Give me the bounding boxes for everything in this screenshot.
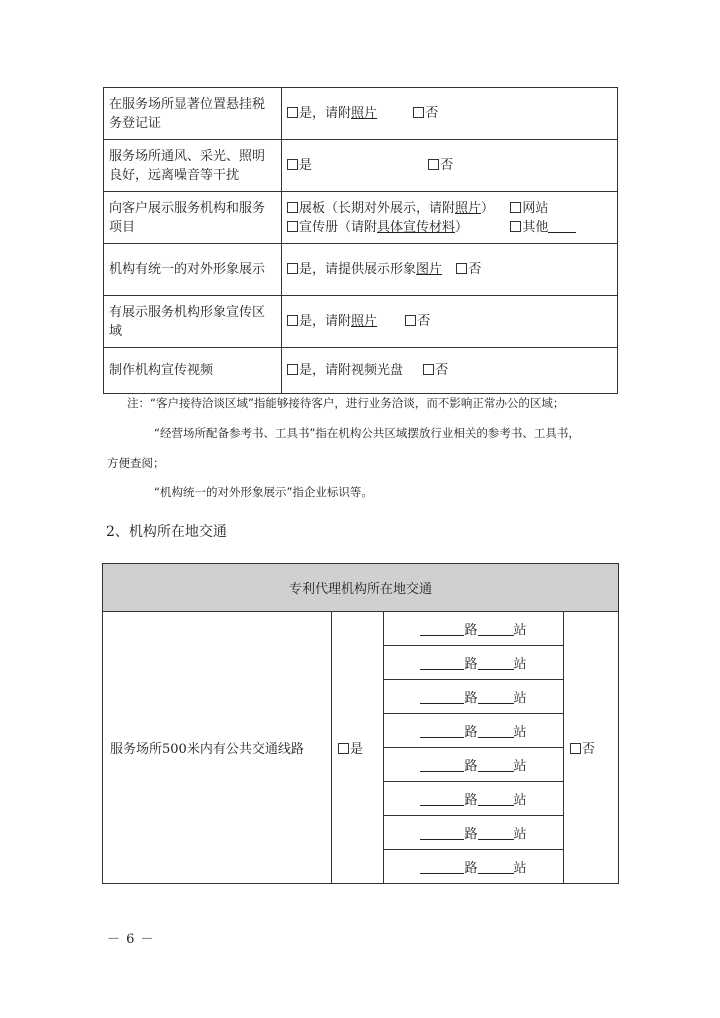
- table-row: [104, 140, 618, 192]
- checkbox[interactable]: [287, 159, 298, 170]
- checkbox[interactable]: [510, 202, 521, 213]
- stop-blank[interactable]: [478, 655, 514, 670]
- table-row: [104, 244, 618, 296]
- row-label: 有展示服务机构形象宣传区域: [104, 296, 282, 348]
- row-options: 是，请附视频光盘 否: [282, 348, 618, 394]
- checkbox[interactable]: [405, 315, 416, 326]
- stop-blank[interactable]: [478, 621, 514, 636]
- road-blank[interactable]: [420, 825, 464, 840]
- checkbox[interactable]: [413, 107, 424, 118]
- note-line: “机构统一的对外形象展示”指企业标识等。: [154, 485, 373, 499]
- stop-blank[interactable]: [478, 723, 514, 738]
- row-label: 向客户展示服务机构和服务项目: [104, 192, 282, 244]
- section-heading: 2、机构所在地交通: [106, 524, 227, 540]
- row-options: 是，请附照片 否: [282, 88, 618, 140]
- row-options: 是 否: [282, 140, 618, 192]
- stop-blank[interactable]: [478, 859, 514, 874]
- checkbox[interactable]: [570, 743, 581, 754]
- table-row: [104, 296, 618, 348]
- stop-blank[interactable]: [478, 689, 514, 704]
- checkbox[interactable]: [428, 159, 439, 170]
- no-option: 否: [564, 612, 619, 884]
- route-cell: 路 站: [384, 612, 564, 646]
- table-row: [104, 348, 618, 394]
- checkbox[interactable]: [510, 221, 521, 232]
- row-label: 机构有统一的对外形象展示: [104, 244, 282, 296]
- checkbox[interactable]: [287, 364, 298, 375]
- road-blank[interactable]: [420, 859, 464, 874]
- note-line: 方便查阅；: [107, 456, 165, 470]
- checkbox[interactable]: [456, 263, 467, 274]
- stop-blank[interactable]: [478, 757, 514, 772]
- route-cell: 路 站: [384, 646, 564, 680]
- table-header: 专利代理机构所在地交通: [103, 564, 619, 612]
- row-options: 是，请提供展示形象图片 否: [282, 244, 618, 296]
- row-label: 在服务场所显著位置悬挂税务登记证: [104, 88, 282, 140]
- route-cell: 路 站: [384, 680, 564, 714]
- checkbox[interactable]: [338, 743, 349, 754]
- route-cell: 路 站: [384, 816, 564, 850]
- yes-option: 是: [332, 612, 384, 884]
- checkbox[interactable]: [287, 107, 298, 118]
- checkbox[interactable]: [287, 263, 298, 274]
- row-options: 是，请附照片 否: [282, 296, 618, 348]
- checkbox[interactable]: [287, 315, 298, 326]
- checkbox[interactable]: [423, 364, 434, 375]
- road-blank[interactable]: [420, 655, 464, 670]
- table-row: [103, 612, 619, 646]
- route-cell: 路 站: [384, 714, 564, 748]
- route-cell: 路 站: [384, 850, 564, 884]
- stop-blank[interactable]: [478, 791, 514, 806]
- transport-table: [102, 563, 619, 884]
- route-cell: 路 站: [384, 748, 564, 782]
- route-cell: 路 站: [384, 782, 564, 816]
- road-blank[interactable]: [420, 689, 464, 704]
- facility-checklist-table: [103, 87, 618, 394]
- road-blank[interactable]: [420, 621, 464, 636]
- stop-blank[interactable]: [478, 825, 514, 840]
- note-line: “经营场所配备参考书、工具书”指在机构公共区域摆放行业相关的参考书、工具书，: [154, 426, 580, 440]
- row-options: 展板（长期对外展示，请附照片） 网站 宣传册（请附具体宣传材料） 其他: [282, 192, 618, 244]
- checkbox[interactable]: [287, 221, 298, 232]
- row-label: 服务场所通风、采光、照明良好，远离噪音等干扰: [104, 140, 282, 192]
- row-label: 服务场所500米内有公共交通线路: [103, 612, 332, 884]
- checkbox[interactable]: [287, 202, 298, 213]
- table-row: [103, 564, 619, 612]
- road-blank[interactable]: [420, 791, 464, 806]
- page-number: － 6 －: [107, 932, 155, 947]
- note-line: 注：“客户接待洽谈区域”指能够接待客户，进行业务洽谈，而不影响正常办公的区域；: [127, 396, 565, 410]
- road-blank[interactable]: [420, 723, 464, 738]
- road-blank[interactable]: [420, 757, 464, 772]
- table-row: [104, 88, 618, 140]
- row-label: 制作机构宣传视频: [104, 348, 282, 394]
- fill-in-blank[interactable]: [548, 218, 576, 233]
- table-row: [104, 192, 618, 244]
